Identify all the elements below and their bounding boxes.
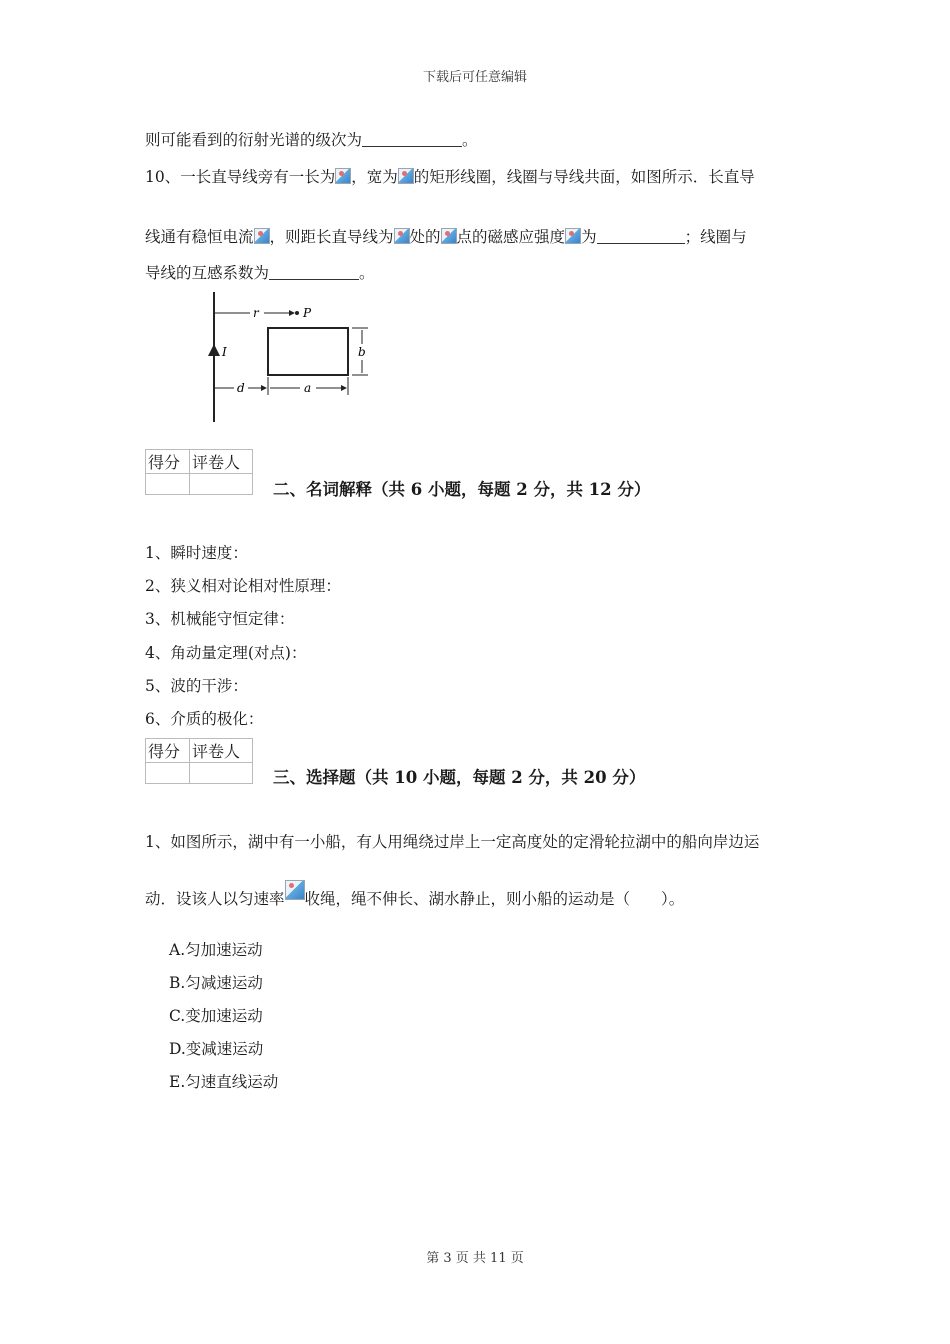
label-d: d (237, 381, 245, 395)
answer-blank (597, 229, 685, 244)
score-box (145, 738, 253, 784)
formula-image-icon (565, 228, 581, 244)
label-b: b (358, 345, 366, 359)
answer-blank (362, 132, 462, 147)
q9-tail-line (145, 128, 478, 150)
label-a: a (304, 381, 312, 395)
term-item: 3、机械能守恒定律： (145, 610, 295, 628)
grader-label: 评卷人 (189, 450, 252, 474)
term-item: 1、瞬时速度： (145, 544, 248, 562)
q10-text: ，则距长直导线为 (269, 228, 394, 246)
q9-tail-end: 。 (462, 131, 478, 149)
section-2-title: 二、名词解释（共 6 小题，每题 2 分，共 12 分） (273, 480, 651, 499)
point-P (295, 311, 299, 315)
q10-text: 导线的互感系数为 (145, 264, 270, 282)
choice-q1-line-1: 1、如图所示，湖中有一小船，有人用绳绕过岸上一定高度处的定滑轮拉湖中的船向岸边运 (145, 833, 760, 851)
score-box (145, 449, 253, 495)
choice-q1-line-2 (145, 880, 684, 909)
q10-text: 10、一长直导线旁有一长为 (145, 168, 336, 186)
wire-loop-figure (200, 290, 380, 425)
formula-image-icon (254, 228, 270, 244)
q10-text: 。 (359, 264, 375, 282)
formula-image-icon (285, 880, 305, 900)
term-item: 4、角动量定理(对点)： (145, 644, 307, 662)
q10-line-2 (145, 225, 747, 247)
option-d: D.变减速运动 (169, 1040, 264, 1058)
option-a: A.匀加速运动 (169, 941, 263, 959)
grader-cell (189, 474, 252, 495)
option-c: C.变加速运动 (169, 1007, 263, 1025)
formula-image-icon (335, 168, 351, 184)
q10-text: ，宽为 (351, 168, 398, 186)
page-footer: 第 3 页 共 11 页 (426, 1251, 524, 1266)
q10-text: 点的磁感应强度 (456, 228, 566, 246)
option-e: E.匀速直线运动 (169, 1073, 279, 1091)
score-cell (146, 763, 190, 784)
section-3-title: 三、选择题（共 10 小题，每题 2 分，共 20 分） (273, 768, 646, 787)
q9-tail-text: 则可能看到的衍射光谱的级次为 (145, 131, 363, 149)
score-label: 得分 (146, 739, 190, 763)
q10-line-1 (145, 165, 755, 187)
label-P: P (303, 306, 312, 320)
score-cell (146, 474, 190, 495)
rectangular-loop (268, 328, 348, 375)
formula-image-icon (398, 168, 414, 184)
term-item: 6、介质的极化： (145, 710, 264, 728)
q1-text: 收绳，绳不伸长、湖水静止，则小船的运动是（ ）。 (304, 890, 685, 908)
grader-cell (189, 763, 252, 784)
formula-image-icon (441, 228, 457, 244)
q10-text: ；线圈与 (684, 228, 747, 246)
answer-blank (269, 265, 359, 280)
label-r: r (253, 306, 259, 320)
option-b: B.匀减速运动 (169, 974, 263, 992)
q10-text: 的矩形线圈，线圈与导线共面，如图所示．长直导 (413, 168, 755, 186)
q10-text: 为 (581, 228, 597, 246)
term-item: 2、狭义相对论相对性原理： (145, 577, 341, 595)
grader-label: 评卷人 (189, 739, 252, 763)
q1-text: 动．设该人以匀速率 (145, 890, 285, 908)
score-label: 得分 (146, 450, 190, 474)
q10-text: 处的 (409, 228, 441, 246)
q10-text: 线通有稳恒电流 (145, 228, 254, 246)
term-item: 5、波的干涉： (145, 677, 248, 695)
formula-image-icon (394, 228, 410, 244)
q10-line-3 (145, 261, 375, 283)
page-header: 下载后可任意编辑 (422, 70, 527, 85)
label-I: I (222, 345, 227, 359)
